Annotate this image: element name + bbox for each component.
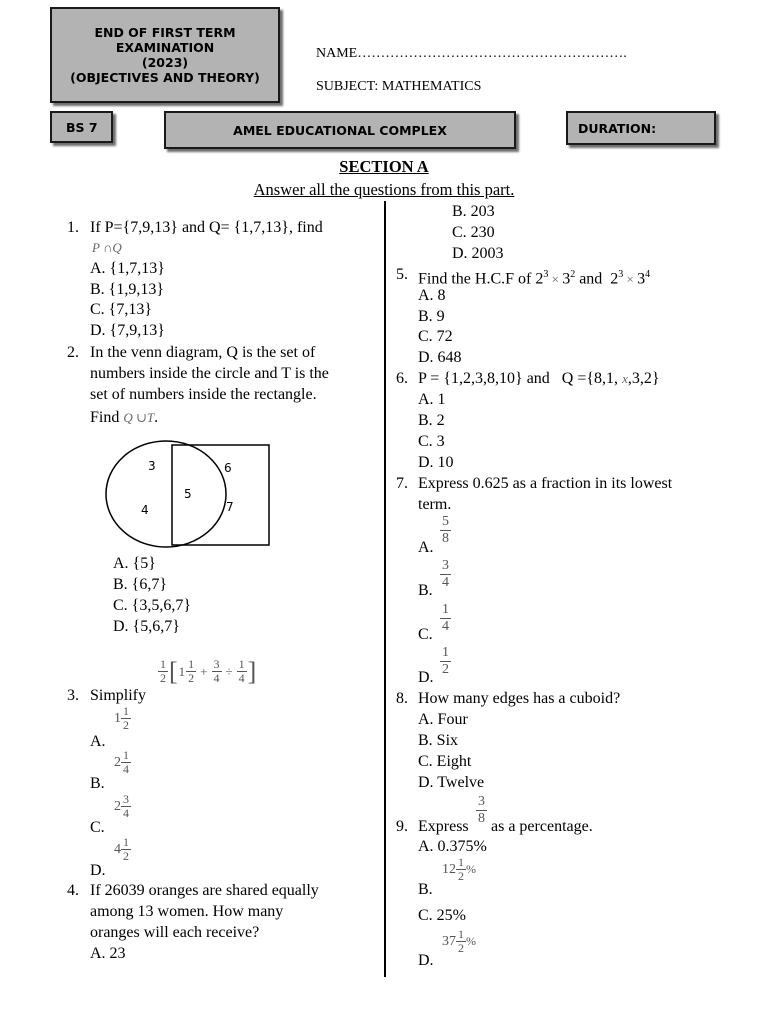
q4-line-1: If 26039 oranges are shared equally bbox=[90, 882, 319, 899]
q9-text-b: as a percentage. bbox=[491, 818, 593, 835]
q2-option-d: D. {5,6,7} bbox=[113, 618, 180, 635]
q5-option-c: C. 72 bbox=[418, 328, 453, 345]
q2-line-3: set of numbers inside the rectangle. bbox=[90, 386, 317, 403]
q7-option-a-value: $\frac{5}{8}$ bbox=[442, 514, 449, 546]
q7-option-b-label: B. bbox=[418, 582, 433, 599]
q1-option-a: A. {1,7,13} bbox=[90, 260, 165, 277]
q8-option-a: A. Four bbox=[418, 711, 468, 728]
q8-option-c: C. Eight bbox=[418, 753, 472, 770]
q6-number: 6. bbox=[396, 370, 408, 387]
q3-option-a-label: A. bbox=[90, 733, 106, 750]
q1-text: If P={7,9,13} and Q= {1,7,13}, find bbox=[90, 219, 323, 236]
venn-value-3: 3 bbox=[148, 459, 156, 473]
exam-title-line-2: EXAMINATION bbox=[115, 40, 215, 55]
q5-option-a: A. 8 bbox=[418, 287, 446, 304]
q1-option-c: C. {7,13} bbox=[90, 301, 153, 318]
q7-number: 7. bbox=[396, 475, 408, 492]
q4-line-3: oranges will each receive? bbox=[90, 924, 260, 941]
q3-option-c-label: C. bbox=[90, 819, 105, 836]
q3-option-a-value: 1 $\frac{1}{2}$ bbox=[114, 704, 129, 732]
q5-option-d: D. 648 bbox=[418, 349, 462, 366]
venn-value-6: 6 bbox=[224, 461, 232, 475]
exam-title-line-1: END OF FIRST TERM bbox=[94, 25, 236, 40]
q3-expression: $\frac{1}{2}$ [ 1 $\frac{1}{2}$ + $\frac{3}{4}$ ÷ $\frac{1}{4}$ ] bbox=[160, 656, 257, 686]
q4-option-b: B. 203 bbox=[452, 203, 495, 220]
q8-text: How many edges has a cuboid? bbox=[418, 690, 621, 707]
school-name-box: AMEL EDUCATIONAL COMPLEX bbox=[164, 111, 516, 149]
q7-line-1: Express 0.625 as a fraction in its lowest bbox=[418, 475, 673, 492]
q3-frac-half: $\frac{1}{2}$ bbox=[160, 657, 166, 685]
venn-circle-q bbox=[106, 441, 226, 547]
q3-option-b-value: 2 $\frac{1}{4}$ bbox=[114, 748, 129, 776]
q1-number: 1. bbox=[67, 219, 79, 236]
q3-text: Simplify bbox=[90, 687, 147, 704]
section-instruction: Answer all the questions from this part. bbox=[253, 180, 515, 199]
q2-option-b: B. {6,7} bbox=[113, 576, 168, 593]
class-box: BS 7 bbox=[50, 111, 113, 143]
q2-expression: Q ∪T bbox=[123, 410, 155, 425]
q3-number: 3. bbox=[67, 687, 79, 704]
q5-number: 5. bbox=[396, 266, 408, 283]
venn-value-7: 7 bbox=[226, 500, 234, 514]
q8-option-b: B. Six bbox=[418, 732, 459, 749]
q9-option-c: C. 25% bbox=[418, 907, 466, 924]
q2-find-label: Find bbox=[90, 409, 120, 426]
venn-diagram bbox=[100, 436, 280, 550]
q2-number: 2. bbox=[67, 344, 79, 361]
q2-option-c: C. {3,5,6,7} bbox=[113, 597, 192, 614]
q4-option-c: C. 230 bbox=[452, 224, 495, 241]
venn-value-4: 4 bbox=[141, 503, 149, 517]
q2-option-a: A. {5} bbox=[113, 555, 156, 572]
q3-option-d-value: 4 $\frac{1}{2}$ bbox=[114, 835, 129, 863]
q7-option-c-label: C. bbox=[418, 626, 433, 643]
q2-line-1: In the venn diagram, Q is the set of bbox=[90, 344, 316, 361]
q6-text-line: P = {1,2,3,8,10} and Q ={8,1, x,3,2} bbox=[418, 370, 660, 387]
q1-expression: P ∩Q bbox=[92, 240, 122, 255]
q6-option-a: A. 1 bbox=[418, 391, 446, 408]
q9-option-a: A. 0.375% bbox=[418, 838, 487, 855]
q5-option-b: B. 9 bbox=[418, 308, 445, 325]
q7-option-d-label: D. bbox=[418, 669, 434, 686]
q4-number: 4. bbox=[67, 882, 79, 899]
q9-number: 9. bbox=[396, 818, 408, 835]
q5-text-line: Find the H.C.F of $2^3 \times 3^2$ and $2^3 \times 3^4$ bbox=[418, 269, 651, 288]
q9-text-a: Express bbox=[418, 818, 469, 835]
q9-option-b-label: B. bbox=[418, 881, 433, 898]
q8-option-d: D. Twelve bbox=[418, 774, 485, 791]
q9-option-b-value: 12 $\frac{1}{2}$ % bbox=[442, 855, 476, 883]
q9-option-d-value: 37 $\frac{1}{2}$ % bbox=[442, 927, 476, 955]
venn-value-5: 5 bbox=[184, 487, 192, 501]
q4-line-2: among 13 women. How many bbox=[90, 903, 284, 920]
q8-number: 8. bbox=[396, 690, 408, 707]
q7-option-d-value: $\frac{1}{2}$ bbox=[442, 645, 449, 677]
q3-option-d-label: D. bbox=[90, 862, 106, 879]
q7-option-b-value: $\frac{3}{4}$ bbox=[442, 558, 449, 590]
q4-option-d: D. 2003 bbox=[452, 245, 504, 262]
q7-option-c-value: $\frac{1}{4}$ bbox=[442, 602, 449, 634]
q3-option-b-label: B. bbox=[90, 775, 105, 792]
duration-box: DURATION: bbox=[566, 111, 716, 145]
name-field: NAME…………………………………………………. bbox=[316, 46, 627, 61]
q6-option-c: C. 3 bbox=[418, 433, 445, 450]
q5-text: Find the H.C.F of bbox=[418, 270, 532, 288]
exam-title-box bbox=[50, 7, 280, 103]
q7-option-a-label: A. bbox=[418, 539, 434, 556]
q7-line-2: term. bbox=[418, 496, 452, 513]
q1-option-b: B. {1,9,13} bbox=[90, 281, 165, 298]
column-divider bbox=[384, 201, 386, 977]
q9-option-d-label: D. bbox=[418, 952, 434, 969]
subject-label: SUBJECT: MATHEMATICS bbox=[316, 79, 482, 94]
exam-title-line-3: (2023) bbox=[141, 55, 189, 70]
q4-option-a: A. 23 bbox=[90, 945, 126, 962]
section-title: SECTION A bbox=[339, 157, 429, 176]
q2-line-2: numbers inside the circle and T is the bbox=[90, 365, 329, 382]
q3-option-c-value: 2 $\frac{3}{4}$ bbox=[114, 792, 129, 820]
exam-title-line-4: (OBJECTIVES AND THEORY) bbox=[70, 70, 260, 85]
q6-option-d: D. 10 bbox=[418, 454, 454, 471]
q1-option-d: D. {7,9,13} bbox=[90, 322, 165, 339]
q6-option-b: B. 2 bbox=[418, 412, 445, 429]
q2-find-line: Find Q ∪T. bbox=[90, 409, 159, 426]
q9-fraction: $\frac{3}{8}$ bbox=[478, 794, 485, 826]
